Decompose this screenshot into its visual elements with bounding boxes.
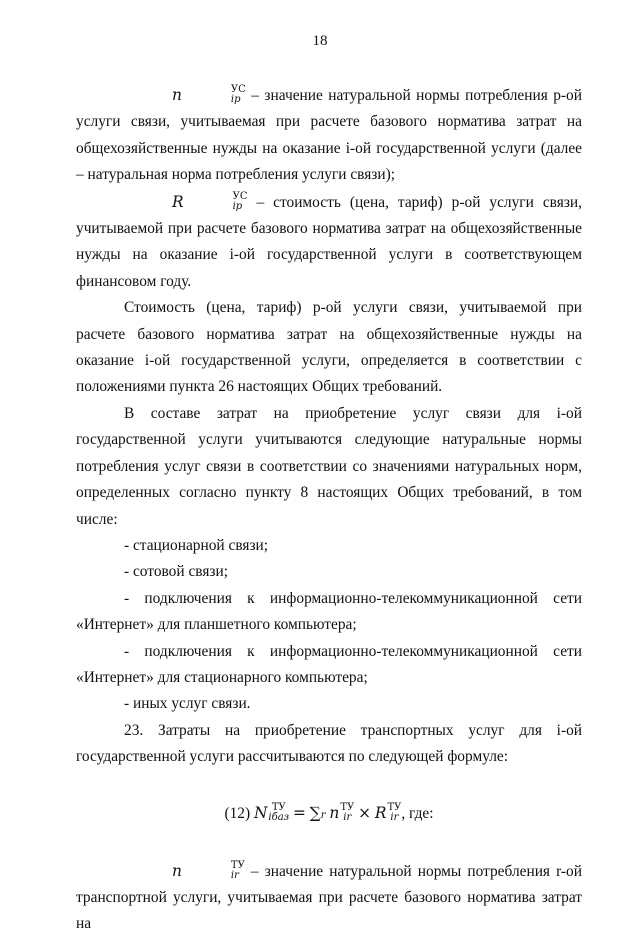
symbol-sup: ТУ	[271, 802, 286, 814]
formula-tail: , где:	[401, 804, 434, 822]
definition-n-ip-us	[76, 82, 582, 189]
definition-text: – значение натуральной нормы потребления r-ой транспортной услуги, учитываемая при расчете базового норматива затрат на	[76, 862, 582, 933]
formula-term-n	[329, 798, 354, 829]
paragraph-transport-costs: 23. Затраты на приобретение транспортных услуг для i-ой государственной услуги рассчитываются по следующей формуле:	[76, 721, 582, 766]
symbol-base: R	[172, 192, 184, 211]
definition-text: – значение натуральной нормы потребления р-ой услуги связи, учитываемая при расчете базового норматива затрат на общехозяйственные нужды на оказание i-ой государственной услуги (далее – натуральная норма потребления услуги связи);	[76, 87, 582, 184]
symbol-base: n	[329, 803, 340, 822]
list-item: - подключения к информационно-телекоммуникационной сети «Интернет» для стационарного компьютера;	[76, 642, 582, 686]
symbol-sub: ip	[232, 201, 243, 213]
symbol-sup: УС	[230, 84, 246, 96]
definition-n-ir-tu	[76, 858, 582, 938]
formula-number: (12)	[224, 804, 251, 822]
times-sign: ×	[358, 803, 371, 822]
equals-sign: =	[293, 803, 306, 822]
symbol-base: n	[172, 86, 182, 104]
symbol-sub: ir	[390, 812, 399, 824]
symbol-r-ip-us	[124, 189, 247, 216]
symbol-sup: ТУ	[387, 802, 402, 814]
document-body	[76, 82, 582, 938]
symbol-sup: ТУ	[340, 802, 355, 814]
formula-lhs	[254, 798, 289, 829]
page-number: 18	[312, 33, 328, 49]
symbol-sub: ir	[343, 812, 352, 824]
formula-12	[76, 798, 582, 831]
paragraph-communication-norms: В составе затрат на приобретение услуг связи для i-ой государственной услуги учитываются следующие натуральные нормы потребления услуг связи в соответствии со значениями натуральных норм, определенных согласно пункту 8 настоящих Общих требований, в том числе:	[76, 404, 582, 528]
symbol-n-ir-tu	[124, 858, 245, 885]
symbol-base: n	[172, 861, 182, 880]
symbol-base: N	[253, 803, 268, 822]
definition-text: – стоимость (цена, тариф) р-ой услуги связи, учитываемой при расчете базового норматива затрат на общехозяйственные нужды на оказание i-ой государственной услуги в соответствующем финансовом году.	[76, 193, 582, 290]
list-item: - сотовой связи;	[124, 563, 229, 581]
symbol-sup: УС	[232, 191, 248, 203]
symbol-sub: ir	[230, 870, 239, 882]
list-item: - иных услуг связи.	[124, 695, 251, 713]
symbol-base: R	[374, 803, 387, 822]
sum-index: r	[320, 809, 326, 821]
list-item: - подключения к информационно-телекоммуникационной сети «Интернет» для планшетного компьютера;	[76, 589, 582, 634]
list-item: - стационарной связи;	[124, 536, 269, 554]
symbol-n-ip-us	[124, 82, 246, 109]
symbol-sub: iбаз	[268, 812, 290, 824]
sum-sign: ∑	[309, 803, 321, 822]
paragraph-cost-determination: Стоимость (цена, тариф) р-ой услуги связи, учитываемой при расчете базового норматива затрат на общехозяйственные нужды на оказание i-ой государственной услуги, определяется в соответствии с положениями пункта 26 настоящих Общих требований.	[76, 299, 582, 396]
symbol-sub: ip	[230, 94, 241, 106]
formula-term-r	[375, 798, 402, 829]
symbol-sup: ТУ	[230, 860, 245, 872]
definition-r-ip-us	[76, 189, 582, 296]
